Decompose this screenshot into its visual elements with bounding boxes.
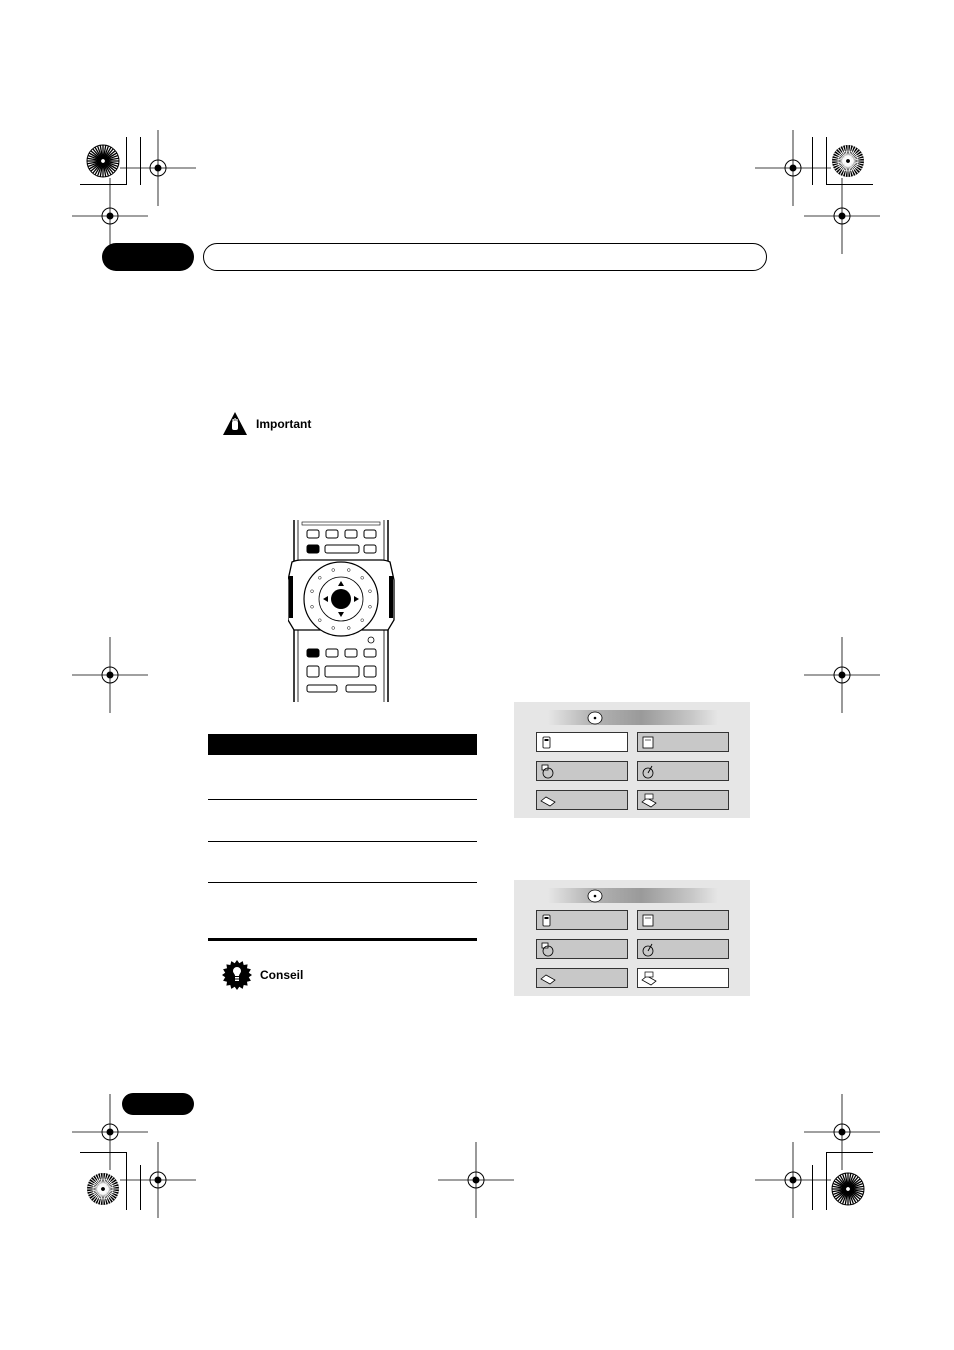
media-transfer-icon [641, 793, 657, 809]
device-icon [540, 913, 556, 929]
important-label: Important [256, 416, 312, 431]
home-menu-screen [514, 702, 750, 818]
document-icon [641, 913, 657, 929]
menu-option-5[interactable] [536, 790, 628, 810]
chapter-number-tab [102, 243, 194, 271]
registration-mark-icon [802, 176, 882, 256]
disc-icon [587, 888, 603, 904]
timer-icon [641, 764, 657, 780]
registration-mark-icon [70, 635, 150, 715]
table-end-rule [208, 938, 477, 941]
registration-mark-icon [436, 1140, 516, 1220]
lightbulb-icon [222, 960, 252, 990]
menu-option-5[interactable] [536, 968, 628, 988]
menu-option-2[interactable] [637, 732, 729, 752]
menu-title-bar [548, 888, 718, 903]
starburst-mark-icon [86, 1172, 120, 1206]
starburst-mark-icon [86, 144, 120, 178]
chapter-title-bar [203, 243, 767, 271]
registration-mark-icon [802, 635, 882, 715]
menu-option-6[interactable] [637, 968, 729, 988]
registration-mark-icon [753, 1140, 833, 1220]
menu-option-4[interactable] [637, 761, 729, 781]
menu-option-2[interactable] [637, 910, 729, 930]
table-row-divider [208, 882, 477, 883]
disc-setup-icon [540, 942, 556, 958]
warning-hand-icon [222, 411, 248, 436]
registration-mark-icon [118, 1140, 198, 1220]
menu-option-4[interactable] [637, 939, 729, 959]
table-row-divider [208, 841, 477, 842]
menu-title-bar [548, 710, 718, 725]
timer-icon [641, 942, 657, 958]
disc-icon [587, 710, 603, 726]
home-menu-screen [514, 880, 750, 996]
remote-control-illustration [288, 520, 396, 702]
disc-setup-icon [540, 764, 556, 780]
media-icon [540, 971, 556, 987]
table-header [208, 734, 477, 755]
document-icon [641, 735, 657, 751]
media-transfer-icon [641, 971, 657, 987]
menu-option-1[interactable] [536, 910, 628, 930]
table-row-divider [208, 799, 477, 800]
menu-option-6[interactable] [637, 790, 729, 810]
menu-option-3[interactable] [536, 761, 628, 781]
device-icon [540, 735, 556, 751]
menu-option-3[interactable] [536, 939, 628, 959]
page-number-tab [122, 1093, 194, 1115]
tip-callout [222, 960, 303, 990]
tip-label: Conseil [260, 968, 304, 982]
starburst-mark-icon [831, 1172, 865, 1206]
menu-option-1[interactable] [536, 732, 628, 752]
important-callout [222, 411, 311, 436]
media-icon [540, 793, 556, 809]
starburst-mark-icon [831, 144, 865, 178]
